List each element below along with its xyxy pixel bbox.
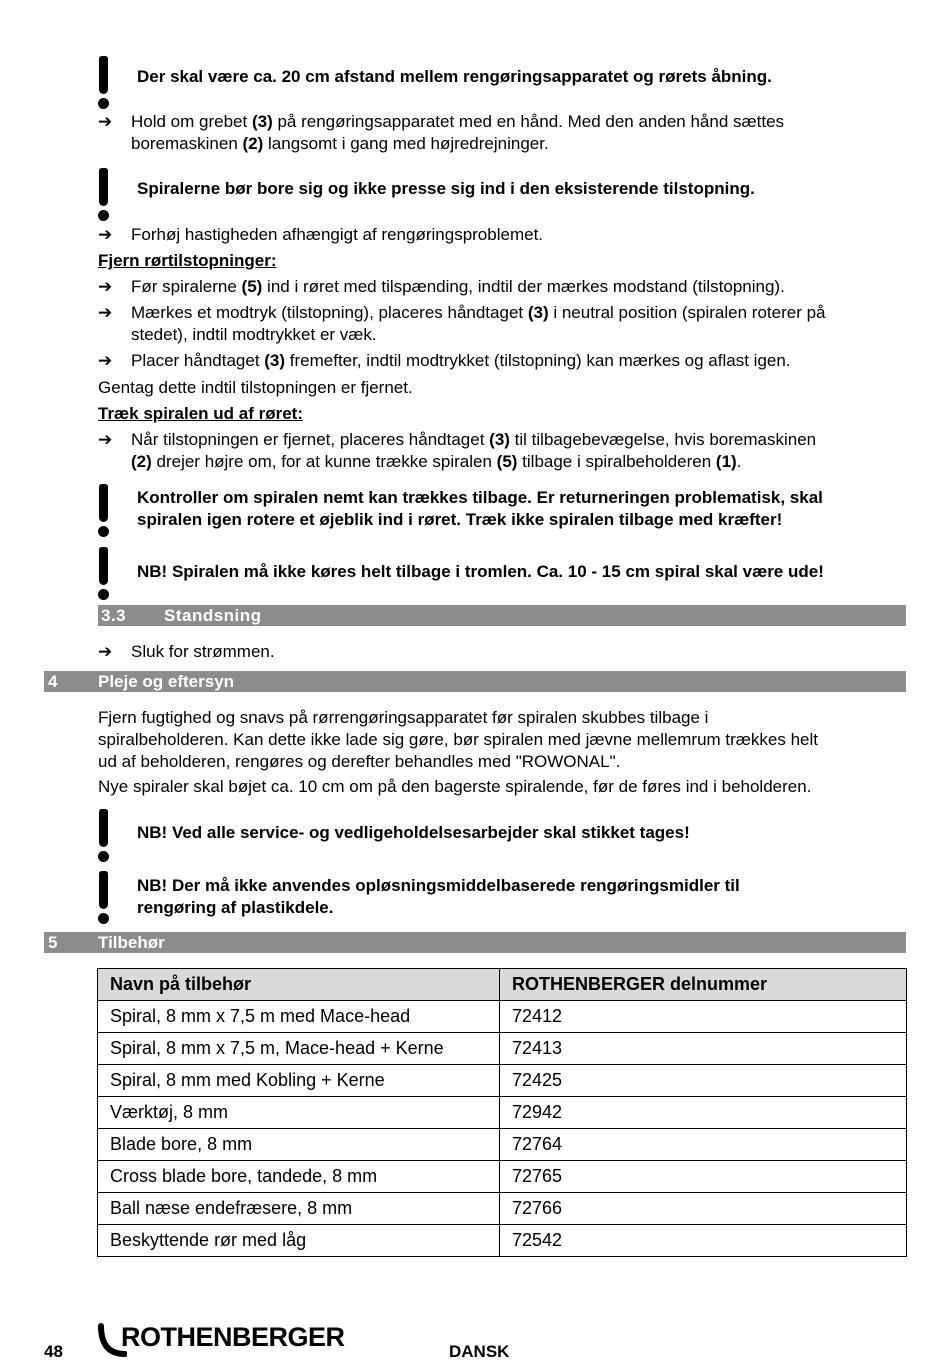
table-cell: 72764: [500, 1129, 907, 1161]
table-cell: Ball næse endefræsere, 8 mm: [98, 1193, 500, 1225]
exclamation-icon: [97, 168, 111, 220]
brand-logo: [97, 1320, 357, 1360]
exclamation-icon: [97, 871, 111, 923]
exclamation-icon: [97, 56, 111, 108]
warning-text: NB! Ved alle service- og vedligeholdelsesarbejder skal stikket tages!: [137, 823, 690, 842]
instruction-text: Placer håndtaget (3) fremefter, indtil modtrykket (tilstopning) kan mærkes og aflast igen.: [131, 351, 791, 370]
table-cell: 72766: [500, 1193, 907, 1225]
exclamation-icon: [97, 809, 111, 861]
column-header: Navn på tilbehør: [98, 969, 500, 1001]
paragraph: Fjern fugtighed og snavs på rørrengøringsapparatet før spiralen skubbes tilbage i spiralbeholderen. Kan dette ikke lade sig gøre, bør spiralen med jævne mellemrum trækkes helt ud af beholderen, rengøres og derefter behandles med "ROWONAL".: [98, 708, 818, 771]
warning-text: Spiralerne bør bore sig og ikke presse sig ind i den eksisterende tilstopning.: [137, 179, 755, 198]
instruction-text: Før spiralerne (5) ind i røret med tilspænding, indtil der mærkes modstand (tilstopning).: [131, 277, 785, 296]
table-row: [98, 1161, 907, 1193]
table-row: [98, 1129, 907, 1161]
instruction-text: Mærkes et modtryk (tilstopning), placeres håndtaget (3) i neutral position (spiralen roterer på stedet), indtil modtrykket er væk.: [131, 303, 826, 344]
table-row: [98, 1225, 907, 1257]
table-cell: 72425: [500, 1065, 907, 1097]
instruction-text: Hold om grebet (3) på rengøringsapparatet med en hånd. Med den anden hånd sættes boremaskinen (2) langsomt i gang med højredrejninger.: [131, 112, 785, 153]
table-cell: 72942: [500, 1097, 907, 1129]
page-number: 48: [44, 1342, 63, 1361]
warning-text: Kontroller om spiralen nemt kan trækkes tilbage. Er returneringen problematisk, skal spiralen igen rotere et øjeblik ind i røret. Træk ikke spiralen tilbage med kræfter!: [137, 488, 823, 529]
table-cell: Værktøj, 8 mm: [98, 1097, 500, 1129]
column-header: ROTHENBERGER delnummer: [500, 969, 907, 1001]
warning-text: Der skal være ca. 20 cm afstand mellem rengøringsapparatet og rørets åbning.: [137, 67, 772, 86]
arrow-right-icon: ➔: [98, 430, 113, 449]
table-row: [98, 1001, 907, 1033]
accessories-table: [97, 968, 907, 1257]
table-row: [98, 1193, 907, 1225]
section-heading-4: [44, 671, 906, 692]
exclamation-icon: [97, 484, 111, 536]
instruction-text: Forhøj hastigheden afhængigt af rengøringsproblemet.: [131, 225, 544, 244]
arrow-right-icon: ➔: [98, 642, 113, 661]
warning-text: NB! Spiralen må ikke køres helt tilbage i tromlen. Ca. 10 - 15 cm spiral skal være ude!: [137, 562, 824, 581]
table-cell: Spiral, 8 mm x 7,5 m, Mace-head + Kerne: [98, 1033, 500, 1065]
exclamation-icon: [97, 547, 111, 599]
subheading: Træk spiralen ud af røret:: [98, 404, 303, 423]
paragraph: Gentag dette indtil tilstopningen er fjernet.: [98, 378, 413, 397]
table-cell: 72542: [500, 1225, 907, 1257]
instruction-text: Når tilstopningen er fjernet, placeres håndtaget (3) til tilbagebevægelse, hvis boremaskinen (2) drejer højre om, for at kunne trække spiralen (5) tilbage i spiralbeholderen (1).: [131, 430, 817, 471]
section-title: Pleje og eftersyn: [98, 672, 235, 691]
arrow-right-icon: ➔: [98, 303, 113, 322]
section-number: 3.3: [101, 606, 127, 625]
table-cell: Spiral, 8 mm med Kobling + Kerne: [98, 1065, 500, 1097]
section-title: Standsning: [164, 606, 262, 625]
paragraph: Nye spiraler skal bøjet ca. 10 cm om på den bagerste spiralende, før de føres ind i beholderen.: [98, 777, 812, 796]
table-row: [98, 1033, 907, 1065]
table-cell: 72413: [500, 1033, 907, 1065]
table-cell: 72765: [500, 1161, 907, 1193]
section-number: 5: [48, 933, 58, 952]
warning-text: NB! Der må ikke anvendes opløsningsmiddelbaserede rengøringsmidler til rengøring af plastikdele.: [137, 876, 740, 917]
table-row: [98, 1097, 907, 1129]
subheading: Fjern rørtilstopninger:: [98, 251, 277, 270]
table-cell: Cross blade bore, tandede, 8 mm: [98, 1161, 500, 1193]
arrow-right-icon: ➔: [98, 351, 113, 370]
table-cell: Beskyttende rør med låg: [98, 1225, 500, 1257]
table-cell: Blade bore, 8 mm: [98, 1129, 500, 1161]
table-cell: Spiral, 8 mm x 7,5 m med Mace-head: [98, 1001, 500, 1033]
arrow-right-icon: ➔: [98, 225, 113, 244]
brand-name: ROTHENBERGER: [121, 1322, 345, 1352]
arrow-right-icon: ➔: [98, 112, 113, 131]
table-header-row: [98, 969, 907, 1001]
language-label: DANSK: [449, 1342, 510, 1361]
instruction-text: Sluk for strømmen.: [131, 642, 275, 661]
section-heading-5: [44, 932, 906, 953]
section-heading-3-3: [98, 605, 906, 626]
table-cell: 72412: [500, 1001, 907, 1033]
section-title: Tilbehør: [98, 933, 165, 952]
table-row: [98, 1065, 907, 1097]
section-number: 4: [48, 672, 58, 691]
arrow-right-icon: ➔: [98, 277, 113, 296]
